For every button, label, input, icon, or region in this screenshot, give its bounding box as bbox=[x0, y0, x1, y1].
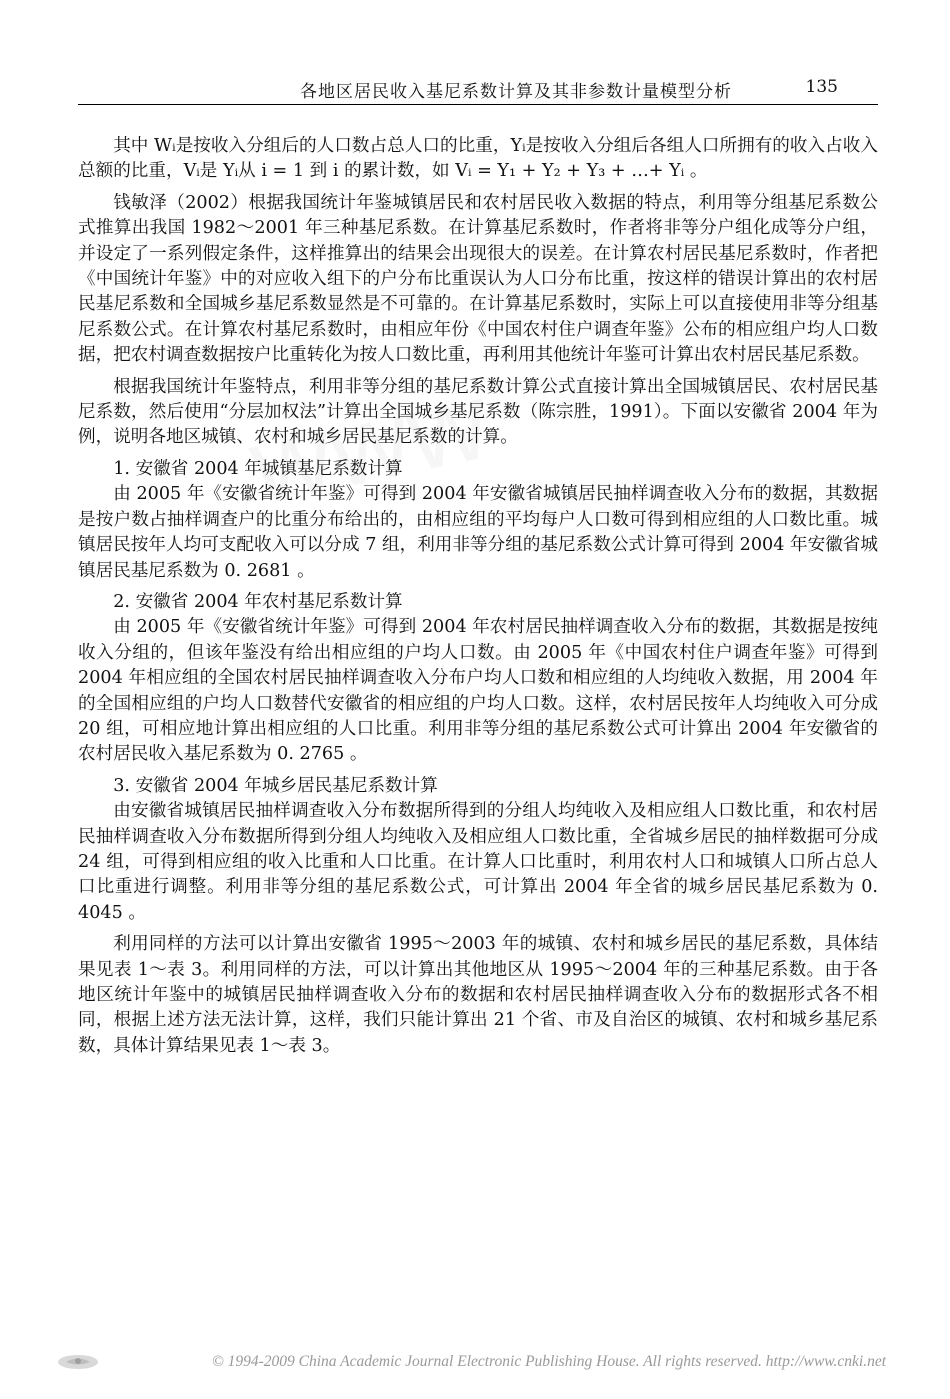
section-heading-3: 3. 安徽省 2004 年城乡居民基尼系数计算 bbox=[113, 775, 438, 796]
running-header bbox=[78, 74, 878, 105]
page-footer bbox=[0, 1352, 950, 1376]
paragraph-formula-definitions: 其中 Wᵢ是按收入分组后的人口数占总人口的比重，Yᵢ是按收入分组后各组人口所拥有的收入占收入总额的比重，Vᵢ是 Yᵢ从 i = 1 到 i 的累计数，如 Vᵢ = Y₁ + Y₂ + Y₃ + …+ Yᵢ 。 bbox=[78, 136, 878, 182]
article-body bbox=[78, 134, 878, 1059]
paragraph-urban-gini: 由 2005 年《安徽省统计年鉴》可得到 2004 年安徽省城镇居民抽样调查收入分布的数据，其数据是按户数占抽样调查户的比重分布给出的，由相应组的平均每户人口数可得到相应组的人口数比重。城镇居民按年人均可支配收入可以分成 7 组，利用非等分组的基尼系数公式计算可得到 2004 年安徽省城镇居民基尼系数为 0. 2681 。 bbox=[78, 484, 878, 581]
paragraph-qian-minze: 钱敏泽（2002）根据我国统计年鉴城镇居民和农村居民收入数据的特点，利用等分组基尼系数公式推算出我国 1982～2001 年三种基尼系数。在计算基尼系数时，作者将非等分户组化成等分户组，并设定了一系列假定条件，这样推算出的结果会出现很大的误差。在计算农村居民基尼系数时，作者把《中国统计年鉴》中的对应收入组下的户分布比重误认为人口分布比重，按这样的错误计算出的农村居民基尼系数和全国城乡基尼系数显然是不可靠的。在计算基尼系数时，实际上可以直接使用非等分组基尼系数公式。在计算农村基尼系数时，由相应年份《中国农村住户调查年鉴》公布的相应组户均人口数据，把农村调查数据按户比重转化为按人口数比重，再利用其他统计年鉴可计算出农村居民基尼系数。 bbox=[78, 192, 878, 366]
cnki-logo-icon bbox=[55, 1352, 101, 1372]
copyright-notice: © 1994-2009 China Academic Journal Electronic Publishing House. All rights reserved. http://www.cnki.net bbox=[211, 1353, 886, 1370]
paragraph-results-summary: 利用同样的方法可以计算出安徽省 1995～2003 年的城镇、农村和城乡居民的基尼系数，具体结果见表 1～表 3。利用同样的方法，可以计算出其他地区从 1995～2004 年的三种基尼系数。由于各地区统计年鉴中的城镇居民抽样调查收入分布的数据和农村居民抽样调查收入分布的数据形式各不相同，根据上述方法无法计算，这样，我们只能计算出 21 个省、市及自治区的城镇、农村和城乡基尼系数，具体计算结果见表 1～表 3。 bbox=[78, 934, 878, 1056]
paragraph-urban-rural-gini: 由安徽省城镇居民抽样调查收入分布数据所得到的分组人均纯收入及相应组人口数比重，和农村居民抽样调查收入分布数据所得到分组人均纯收入及相应组人口数比重，全省城乡居民的抽样数据可分成 24 组，可得到相应组的收入比重和人口比重。在计算人口比重时，利用农村人口和城镇人口所占总人口比重进行调整。利用非等分组的基尼系数公式，可计算出 2004 年全省的城乡居民基尼系数为 0. 4045 。 bbox=[78, 801, 878, 923]
page-number: 135 bbox=[805, 77, 838, 97]
paragraph-method-overview: 根据我国统计年鉴特点，利用非等分组的基尼系数计算公式直接计算出全国城镇居民、农村居民基尼系数，然后使用“分层加权法”计算出全国城乡基尼系数（陈宗胜，1991）。下面以安徽省 2004 年为例，说明各地区城镇、农村和城乡居民基尼系数的计算。 bbox=[78, 376, 878, 448]
section-heading-2: 2. 安徽省 2004 年农村基尼系数计算 bbox=[113, 591, 403, 612]
running-title: 各地区居民收入基尼系数计算及其非参数计量模型分析 bbox=[300, 82, 732, 102]
paragraph-rural-gini: 由 2005 年《安徽省统计年鉴》可得到 2004 年农村居民抽样调查收入分布的数据，其数据是按纯收入分组的，但该年鉴没有给出相应组的户均人口数。由 2005 年《中国农村住户调查年鉴》可得到 2004 年相应组的全国农村居民抽样调查收入分布户均人口数和相应组的人均纯收入数据，用 2004 年的全国相应组的户均人口数替代安徽省的相应组的户均人口数。这样，农村居民按年人均纯收入可分成 20 组，可相应地计算出相应组的人口比重。利用非等分组的基尼系数公式可计算出 2004 年安徽省的农村居民收入基尼系数为 0. 2765 。 bbox=[78, 617, 878, 765]
section-heading-1: 1. 安徽省 2004 年城镇基尼系数计算 bbox=[113, 458, 403, 479]
